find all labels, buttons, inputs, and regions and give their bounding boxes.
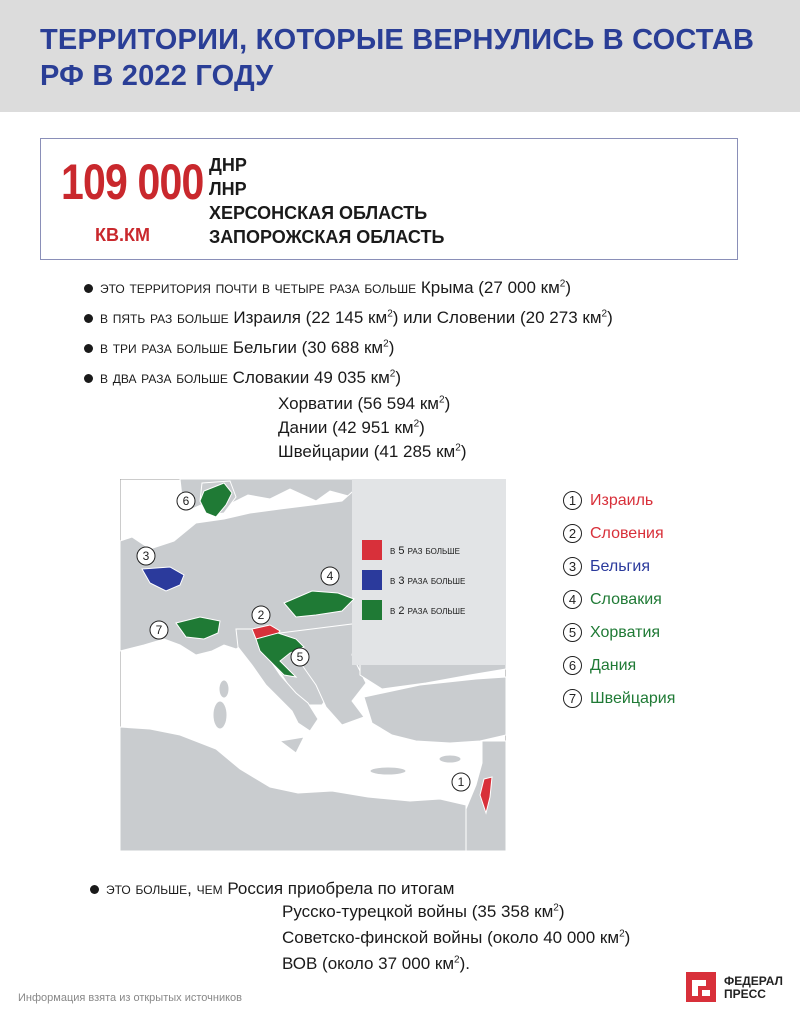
legend-switzerland: 7 Швейцария <box>563 682 675 715</box>
key-label-x3: в 3 раза больше <box>390 575 466 587</box>
key-swatch-blue <box>362 570 382 590</box>
svg-text:3: 3 <box>142 549 150 563</box>
svg-text:7: 7 <box>155 623 163 637</box>
svg-text:5: 5 <box>296 650 304 664</box>
marker-7 <box>150 621 168 639</box>
region-item: ЗАПОРОЖСКАЯ ОБЛАСТЬ <box>209 227 445 247</box>
key-swatch-green <box>362 600 382 620</box>
key-label-x2: в 2 раза больше <box>390 605 466 617</box>
history-lead: это больше, чем Россия приобрела по итогам <box>90 877 770 901</box>
marker-6 <box>177 492 195 510</box>
legend-slovenia: 2 Словения <box>563 517 675 550</box>
comparison-israel-slovenia: в пять раз больше Израиля (22 145 $км^2$) или Словении (20 273 $км^2$) <box>84 306 764 330</box>
comparison-slovakia: в два раза больше Словакии 49 035 $км^2$) <box>84 366 764 390</box>
svg-text:2: 2 <box>257 608 265 622</box>
marker-3 <box>137 547 155 565</box>
comparison-more-list <box>278 392 466 464</box>
marker-5 <box>291 648 309 666</box>
bullet-dot <box>84 314 93 323</box>
marker-2 <box>252 606 270 624</box>
history-comparison <box>90 877 770 901</box>
legend-slovakia: 4 Словакия <box>563 583 675 616</box>
svg-text:6: 6 <box>182 494 190 508</box>
marker-4 <box>321 567 339 585</box>
comparison-belgium: в три раза больше Бельгии (30 688 $км^2$) <box>84 336 764 360</box>
comparison-list <box>84 276 764 390</box>
legend-belgium: 3 Бельгия <box>563 550 675 583</box>
area-value: 109 000 <box>61 154 204 210</box>
svg-text:4: 4 <box>326 569 334 583</box>
comparison-switzerland: Швейцарии (41 285 $км^2$) <box>278 442 467 461</box>
europe-map <box>120 479 506 851</box>
federal-press-logo: ФЕДЕРАЛ ПРЕСС <box>686 972 786 1008</box>
svg-text:1: 1 <box>457 775 465 789</box>
history-war-item: Русско-турецкой войны (35 358 $км^2$) <box>282 902 565 921</box>
comparison-croatia: Хорватии (56 594 $км^2$) <box>278 394 451 413</box>
region-item: ХЕРСОНСКАЯ ОБЛАСТЬ <box>209 203 428 223</box>
land-crete <box>370 767 406 775</box>
legend-croatia: 5 Хорватия <box>563 616 675 649</box>
comparison-denmark: Дании (42 951 $км^2$) <box>278 418 425 437</box>
source-note: Информация взята из открытых источников <box>18 992 242 1004</box>
page-title: ТЕРРИТОРИИ, КОТОРЫЕ ВЕРНУЛИСЬ В СОСТАВ РФ В 2022 ГОДУ <box>40 24 755 92</box>
bullet-dot <box>84 374 93 383</box>
header-banner <box>0 0 800 112</box>
bullet-dot <box>90 885 99 894</box>
region-list <box>209 153 444 249</box>
area-stat-box <box>40 138 738 260</box>
bullet-dot <box>84 284 93 293</box>
key-swatch-red <box>362 540 382 560</box>
bullet-dot <box>84 344 93 353</box>
legend-denmark: 6 Дания <box>563 649 675 682</box>
country-legend <box>563 484 675 715</box>
land-corsica <box>219 680 229 698</box>
logo-mark-icon <box>686 972 716 1002</box>
region-item: ЛНР <box>209 179 247 199</box>
marker-1 <box>452 773 470 791</box>
land-sardinia <box>213 701 227 729</box>
legend-israel: 1 Израиль <box>563 484 675 517</box>
history-war-list <box>282 899 630 977</box>
key-label-x5: в 5 раз больше <box>390 545 460 557</box>
comparison-crimea: это территория почти в четыре раза больше Крыма (27 000 $км^2$) <box>84 276 764 300</box>
history-war-item: Советско-финской войны (около 40 000 $км^2$) <box>282 928 631 947</box>
history-war-item: ВОВ (около 37 000 $км^2$). <box>282 954 470 973</box>
area-unit: КВ.КМ <box>95 225 150 245</box>
land-cyprus <box>439 755 461 763</box>
region-item: ДНР <box>209 155 247 175</box>
